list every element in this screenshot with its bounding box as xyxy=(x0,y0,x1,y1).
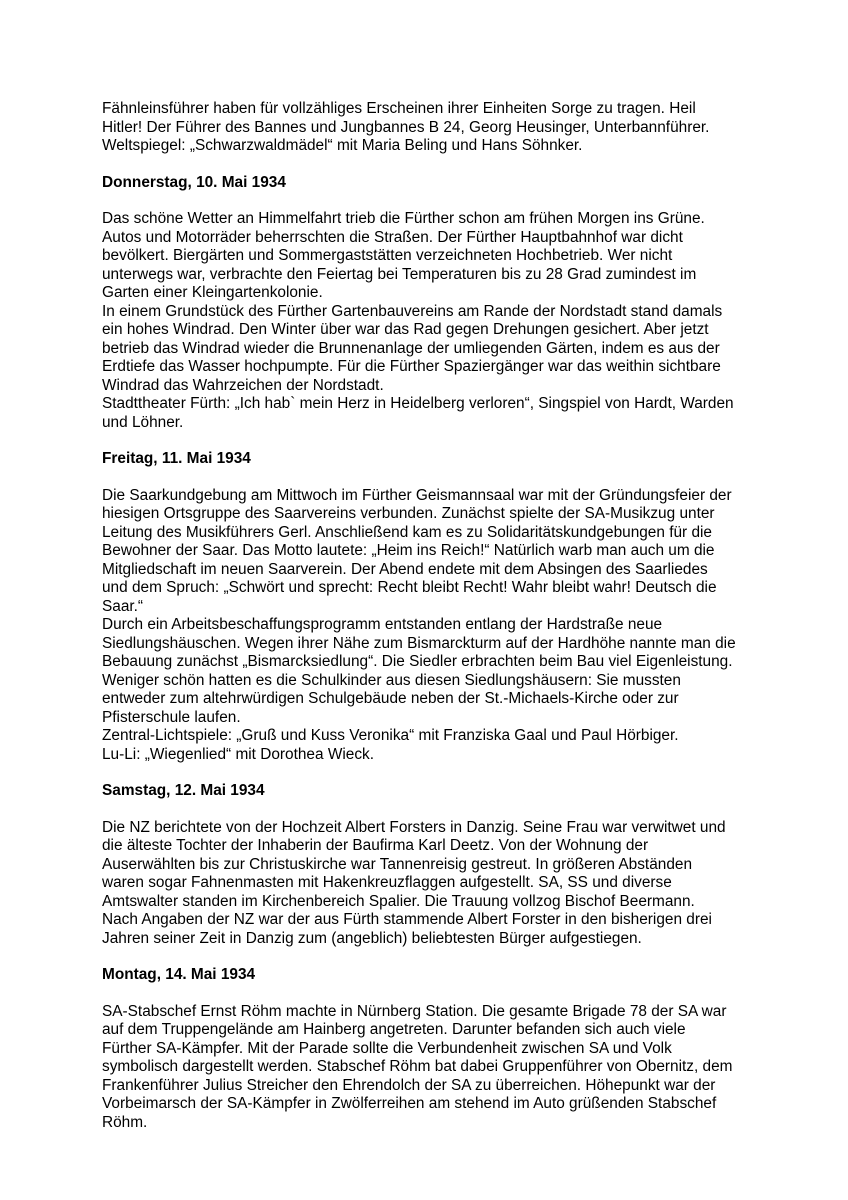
text-line: Weltspiegel: „Schwarzwaldmädel“ mit Maria Beling und Hans Söhnker. xyxy=(102,137,583,154)
text-line: Auserwählten bis zur Christuskirche war Tannenreisig gestreut. In größeren Abständen xyxy=(102,855,692,873)
text-line: Weniger schön hatten es die Schulkinder aus diesen Siedlungshäusern: Sie mussten xyxy=(102,671,681,689)
text-line: bevölkert. Biergärten und Sommergaststätten verzeichneten Hochbetrieb. Wer nicht xyxy=(102,247,673,264)
text-line: Jahren seiner Zeit in Danzig zum (angeblich) beliebtesten Bürger aufgestiegen. xyxy=(102,929,642,947)
text-line: hiesigen Ortsgruppe des Saarvereins verbunden. Zunächst spielte der SA-Musikzug unter xyxy=(102,505,715,522)
text-line: Lu-Li: „Wiegenlied“ mit Dorothea Wieck. xyxy=(102,745,374,763)
section-body xyxy=(102,819,762,949)
text-line: Fähnleinsführer haben für vollzähliges Erscheinen ihrer Einheiten Sorge zu tragen. Heil xyxy=(102,100,696,117)
text-line: Siedlungshäuschen. Wegen ihrer Nähe zum Bismarckturm auf der Hardhöhe nannte man die xyxy=(102,634,736,652)
text-line: Windrad das Wahrzeichen der Nordstadt. xyxy=(102,376,384,394)
text-line: Erdtiefe das Wasser hochpumpte. Für die Fürther Spaziergänger war das weithin sichtbare xyxy=(102,358,721,375)
text-line: Stadttheater Fürth: „Ich hab` mein Herz in Heidelberg verloren“, Singspiel von Hardt, Warden xyxy=(102,395,734,412)
text-line: Bebauung zunächst „Bismarcksiedlung“. Die Siedler erbrachten beim Bau viel Eigenleistung. xyxy=(102,653,733,670)
section-body xyxy=(102,487,762,765)
text-line: betrieb das Windrad wieder die Brunnenanlage der umliegenden Gärten, indem es aus der xyxy=(102,339,720,357)
text-line: waren sogar Fahnenmasten mit Hakenkreuzflaggen aufgestellt. SA, SS und diverse xyxy=(102,874,672,891)
text-line: Das schöne Wetter an Himmelfahrt trieb die Fürther schon am frühen Morgen ins Grüne. xyxy=(102,210,705,227)
text-line: Vorbeimarsch der SA-Kämpfer in Zwölferreihen am stehend im Auto grüßenden Stabschef xyxy=(102,1095,717,1112)
section-body xyxy=(102,1003,762,1133)
text-line: Hitler! Der Führer des Bannes und Jungbannes B 24, Georg Heusinger, Unterbannführer. xyxy=(102,118,710,136)
text-line: die älteste Tochter der Inhaberin der Baufirma Karl Deetz. Von der Wohnung der xyxy=(102,837,649,854)
text-line: Durch ein Arbeitsbeschaffungsprogramm entstanden entlang der Hardstraße neue xyxy=(102,616,663,633)
text-line: symbolisch dargestellt werden. Stabschef Röhm bat dabei Gruppenführer von Obernitz, dem xyxy=(102,1058,733,1075)
text-line: unterwegs war, verbrachte den Feiertag bei Temperaturen bis zu 28 Grad zumindest im xyxy=(102,265,697,283)
text-line: Die NZ berichtete von der Hochzeit Albert Forsters in Danzig. Seine Frau war verwitwet und xyxy=(102,818,726,836)
text-line: Röhm. xyxy=(102,1113,148,1131)
text-line: Pfisterschule laufen. xyxy=(102,708,241,726)
text-line: auf dem Truppengelände am Hainberg angetreten. Darunter befanden sich auch viele xyxy=(102,1021,686,1038)
section-heading: Freitag, 11. Mai 1934 xyxy=(102,450,251,467)
text-line: und dem Spruch: „Schwört und sprecht: Recht bleibt Recht! Wahr bleibt wahr! Deutsch die xyxy=(102,579,717,596)
text-line: In einem Grundstück des Fürther Gartenbauvereins am Rande der Nordstadt stand damals xyxy=(102,302,723,320)
intro-paragraph xyxy=(102,100,762,156)
text-line: Die Saarkundgebung am Mittwoch im Fürther Geismannsaal war mit der Gründungsfeier der xyxy=(102,486,732,504)
text-line: Autos und Motorräder beherrschten die Straßen. Der Fürther Hauptbahnhof war dicht xyxy=(102,228,683,246)
text-line: ein hohes Windrad. Den Winter über war das Rad gegen Drehungen gesichert. Aber jetzt xyxy=(102,321,709,338)
text-line: Bewohner der Saar. Das Motto lautete: „Heim ins Reich!“ Natürlich warb man auch um die xyxy=(102,542,715,559)
section-body xyxy=(102,210,762,432)
text-line: Frankenführer Julius Streicher den Ehrendolch der SA zu überreichen. Höhepunkt war der xyxy=(102,1076,716,1094)
document-page xyxy=(102,100,762,1132)
text-line: Nach Angaben der NZ war der aus Fürth stammende Albert Forster in den bisherigen drei xyxy=(102,911,712,928)
text-line: Garten einer Kleingartenkolonie. xyxy=(102,284,323,301)
text-line: SA-Stabschef Ernst Röhm machte in Nürnberg Station. Die gesamte Brigade 78 der SA war xyxy=(102,1002,727,1020)
text-line: Mitgliedschaft im neuen Saarverein. Der Abend endete mit dem Absingen des Saarliedes xyxy=(102,560,708,578)
text-line: entweder zum altehrwürdigen Schulgebäude neben der St.-Michaels-Kirche oder zur xyxy=(102,690,679,707)
text-line: Fürther SA-Kämpfer. Mit der Parade sollte die Verbundenheit zwischen SA und Volk xyxy=(102,1039,672,1057)
section-heading: Donnerstag, 10. Mai 1934 xyxy=(102,173,286,191)
text-line: Saar.“ xyxy=(102,597,144,615)
text-line: Zentral-Lichtspiele: „Gruß und Kuss Veronika“ mit Franziska Gaal und Paul Hörbiger. xyxy=(102,727,679,744)
text-line: Leitung des Musikführers Gerl. Anschließend kam es zu Solidaritätskundgebungen für die xyxy=(102,523,712,541)
section-heading: Samstag, 12. Mai 1934 xyxy=(102,782,265,799)
section-heading: Montag, 14. Mai 1934 xyxy=(102,966,256,983)
text-line: und Löhner. xyxy=(102,413,184,431)
text-line: Amtswalter standen im Kirchenbereich Spalier. Die Trauung vollzog Bischof Beermann. xyxy=(102,892,695,910)
